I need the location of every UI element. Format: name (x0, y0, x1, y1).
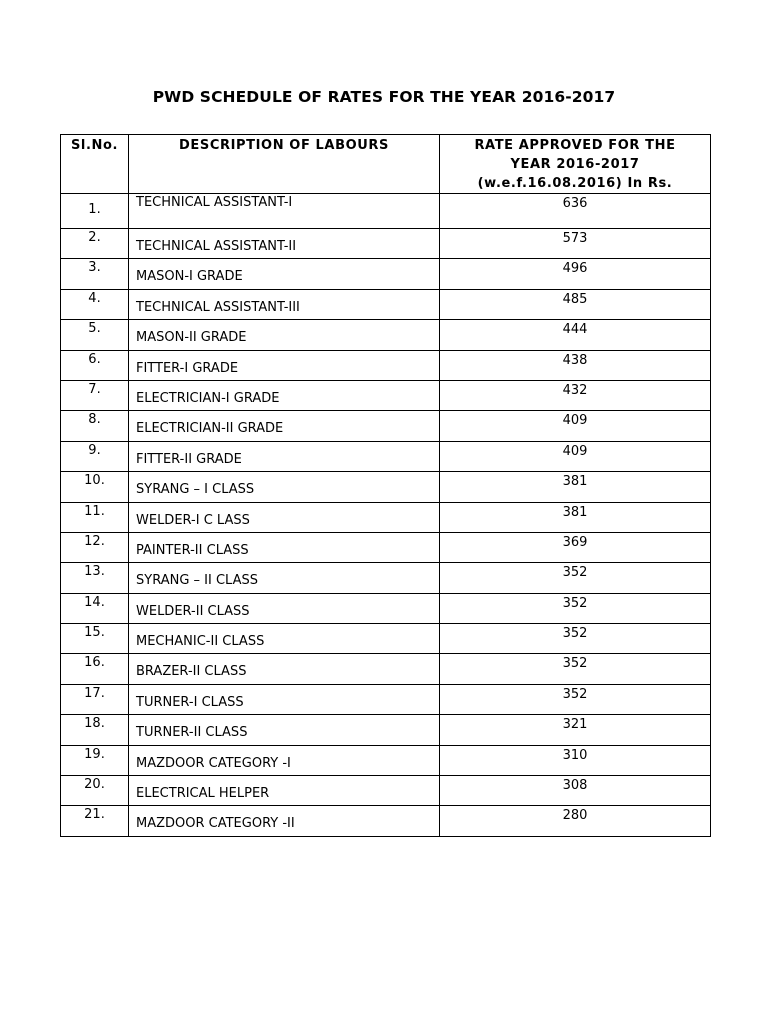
row-rate: 438 (440, 350, 711, 380)
header-rate (440, 135, 711, 194)
table-row (61, 350, 711, 380)
table-row (61, 532, 711, 562)
table-row (61, 624, 711, 654)
row-description: ELECTRICIAN-II GRADE (129, 411, 440, 441)
table-row (61, 229, 711, 259)
row-slno: 14. (61, 593, 129, 623)
row-rate: 573 (440, 229, 711, 259)
row-description: FITTER-I GRADE (129, 350, 440, 380)
row-description: PAINTER-II CLASS (129, 532, 440, 562)
table-row (61, 654, 711, 684)
row-description: FITTER-II GRADE (129, 441, 440, 471)
header-slno: Sl.No. (61, 135, 129, 194)
row-slno: 15. (61, 624, 129, 654)
row-description: ELECTRICAL HELPER (129, 776, 440, 806)
row-description: TECHNICAL ASSISTANT-I (129, 194, 440, 229)
table-row (61, 745, 711, 775)
table-row (61, 380, 711, 410)
row-slno: 9. (61, 441, 129, 471)
row-rate: 352 (440, 624, 711, 654)
row-description: MASON-I GRADE (129, 259, 440, 289)
header-description: DESCRIPTION OF LABOURS (129, 135, 440, 194)
table-row (61, 411, 711, 441)
row-description: TURNER-II CLASS (129, 715, 440, 745)
header-rate-line2: YEAR 2016-2017 (510, 157, 640, 172)
row-rate: 444 (440, 320, 711, 350)
row-slno: 5. (61, 320, 129, 350)
row-slno: 19. (61, 745, 129, 775)
row-slno: 12. (61, 532, 129, 562)
rates-table (60, 134, 711, 837)
row-rate: 352 (440, 593, 711, 623)
row-description: MAZDOOR CATEGORY -II (129, 806, 440, 836)
row-rate: 352 (440, 654, 711, 684)
row-slno: 21. (61, 806, 129, 836)
table-row (61, 776, 711, 806)
row-slno: 7. (61, 380, 129, 410)
row-rate: 636 (440, 194, 711, 229)
row-rate: 310 (440, 745, 711, 775)
row-rate: 321 (440, 715, 711, 745)
table-header-row (61, 135, 711, 194)
table-row (61, 593, 711, 623)
row-description: MECHANIC-II CLASS (129, 624, 440, 654)
row-slno: 18. (61, 715, 129, 745)
row-rate: 369 (440, 532, 711, 562)
table-row (61, 472, 711, 502)
row-slno: 1. (61, 194, 129, 229)
row-description: ELECTRICIAN-I GRADE (129, 380, 440, 410)
table-row (61, 563, 711, 593)
page-title: PWD SCHEDULE OF RATES FOR THE YEAR 2016-2017 (152, 88, 616, 106)
table-row (61, 320, 711, 350)
table-row (61, 502, 711, 532)
table-row (61, 441, 711, 471)
row-slno: 4. (61, 289, 129, 319)
row-slno: 13. (61, 563, 129, 593)
table-body (61, 194, 711, 837)
row-rate: 485 (440, 289, 711, 319)
row-description: TECHNICAL ASSISTANT-III (129, 289, 440, 319)
table-row (61, 806, 711, 836)
row-slno: 11. (61, 502, 129, 532)
table-row (61, 194, 711, 229)
row-description: MAZDOOR CATEGORY -I (129, 745, 440, 775)
row-description: MASON-II GRADE (129, 320, 440, 350)
row-rate: 381 (440, 502, 711, 532)
row-description: WELDER-II CLASS (129, 593, 440, 623)
row-rate: 496 (440, 259, 711, 289)
row-rate: 352 (440, 684, 711, 714)
row-rate: 308 (440, 776, 711, 806)
row-rate: 381 (440, 472, 711, 502)
table-row (61, 259, 711, 289)
table-row (61, 684, 711, 714)
row-slno: 17. (61, 684, 129, 714)
header-rate-line3: (w.e.f.16.08.2016) In Rs. (477, 176, 673, 191)
row-description: WELDER-I C LASS (129, 502, 440, 532)
row-description: TURNER-I CLASS (129, 684, 440, 714)
row-slno: 8. (61, 411, 129, 441)
row-slno: 16. (61, 654, 129, 684)
row-description: SYRANG – I CLASS (129, 472, 440, 502)
table-row (61, 289, 711, 319)
row-slno: 20. (61, 776, 129, 806)
row-rate: 409 (440, 441, 711, 471)
table-row (61, 715, 711, 745)
row-rate: 432 (440, 380, 711, 410)
row-slno: 10. (61, 472, 129, 502)
row-description: TECHNICAL ASSISTANT-II (129, 229, 440, 259)
row-slno: 3. (61, 259, 129, 289)
row-description: BRAZER-II CLASS (129, 654, 440, 684)
row-slno: 2. (61, 229, 129, 259)
row-rate: 280 (440, 806, 711, 836)
row-slno: 6. (61, 350, 129, 380)
row-rate: 352 (440, 563, 711, 593)
header-rate-line1: RATE APPROVED FOR THE (474, 138, 676, 153)
row-description: SYRANG – II CLASS (129, 563, 440, 593)
row-rate: 409 (440, 411, 711, 441)
